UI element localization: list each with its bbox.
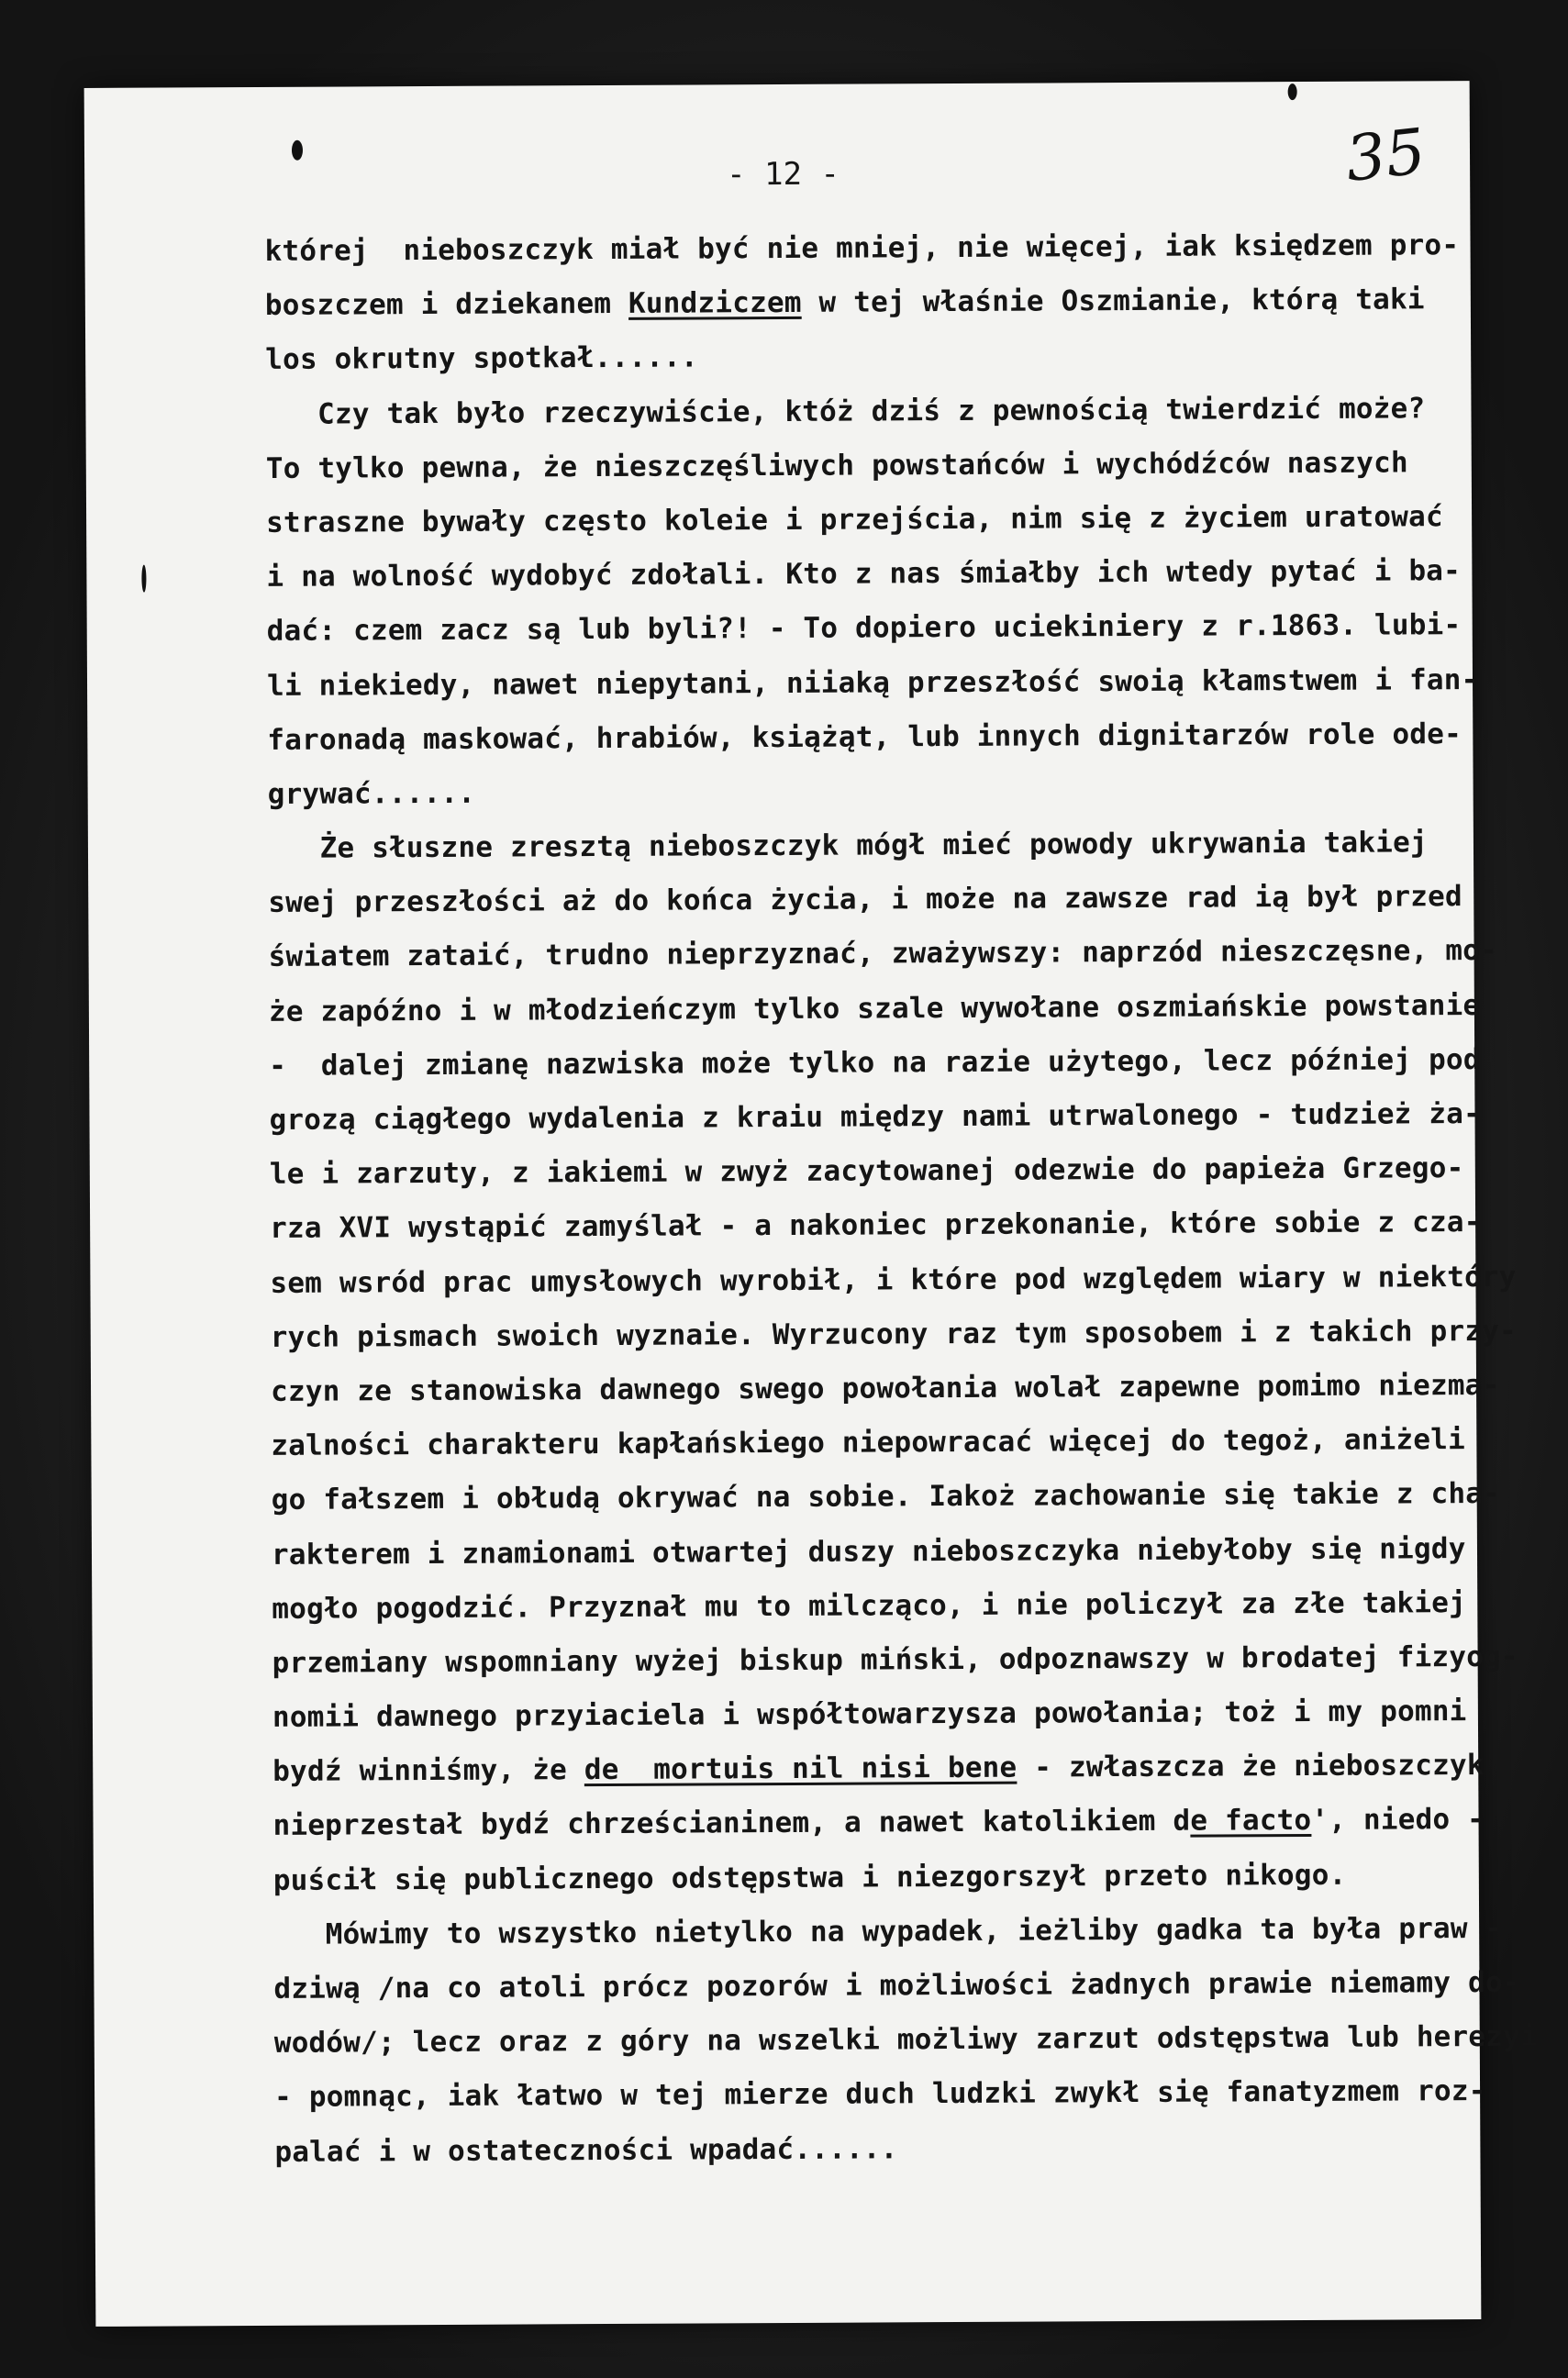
text-line: go fałszem i obłudą okrywać na sobie. Iakoż zachowanie się takie z cha-	[271, 1477, 1501, 1517]
text-line: rych pismach swoich wyznaie. Wyrzucony raz tym sposobem i z takich przy-	[270, 1314, 1518, 1354]
text-line: grywać......	[267, 776, 476, 811]
text-line: straszne bywały często koleie i przejścia, nim się z życiem uratować	[266, 500, 1443, 539]
text-line: - dalej zmianę nazwiska może tylko na razie użytego, lecz później pod	[269, 1042, 1481, 1083]
text-line: światem zataić, trudno nieprzyznać, zważywszy: naprzód nieszczęsne, mo-	[268, 934, 1497, 974]
underlined-de-facto: e facto	[1190, 1804, 1312, 1839]
text-line: wodów/; lecz oraz z góry na wszelki możliwy zarzut odstępstwa lub herezyi	[273, 2019, 1538, 2061]
page-number: - 12 -	[727, 155, 840, 194]
text-line: rakterem i znamionami otwartej duszy nieboszczyka niebyłoby się nigdy	[271, 1531, 1466, 1572]
text-line: bydź winniśmy, że de mortuis nil nisi bene - zwłaszcza że nieboszczyk	[272, 1749, 1485, 1789]
text-line: dać: czem zacz są lub byli?! - To dopiero uciekiniery z r.1863. lubi-	[266, 608, 1462, 649]
ink-speck	[141, 565, 146, 593]
text-line: - pomnąc, iak łatwo w tej mierze duch ludzki zwykł się fanatyzmem roz-	[273, 2074, 1486, 2115]
text-line: Mówimy to wszystko nietylko na wypadek, ieżliby gadka ta była praw -	[273, 1911, 1503, 1951]
underlined-latin-phrase: de mortuis nil nisi bene	[584, 1750, 1018, 1787]
text-line: palać i w ostateczności wpadać......	[274, 2131, 898, 2169]
text-line: faronadą maskować, hrabiów, książąt, lub innych dignitarzów role ode-	[267, 717, 1462, 757]
text-line: boszczem i dziekanem Kundziczem w tej właśnie Oszmianie, którą taki	[264, 283, 1425, 323]
text-line: grozą ciągłego wydalenia z kraiu między nami utrwalonego - tudzież ża-	[269, 1097, 1482, 1137]
text-line: czyn ze stanowiska dawnego swego powołania wolał zapewne pomimo niezma-	[270, 1368, 1500, 1408]
text-line: sem wsród prac umysłowych wyrobił, i które pod względem wiary w niektóry	[270, 1260, 1517, 1300]
body-text	[264, 218, 1559, 2180]
text-line: mogło pogodzić. Przyznał mu to milcząco, i nie policzył za złe takiej	[272, 1585, 1466, 1626]
document-page	[84, 81, 1538, 2327]
text-line: nomii dawnego przyiaciela i współtowarzysza powołania; toż i my pomni	[272, 1695, 1467, 1734]
text-line: Że słuszne zresztą nieboszczyk mógł mieć powody ukrywania takiej	[267, 826, 1428, 865]
ink-speck	[1288, 83, 1297, 100]
text-line: zalności charakteru kapłańskiego niepowracać więcej do tegoż, aniżeli	[271, 1423, 1466, 1463]
text-line: To tylko pewna, że nieszczęśliwych powstańców i wychódźców naszych	[265, 446, 1408, 485]
text-line: rza XVI wystąpić zamyślał - a nakoniec przekonanie, które sobie z cza-	[270, 1206, 1482, 1246]
text-line: przemiany wspomniany wyżej biskup miński, odpoznawszy w brodatej fizyog-	[272, 1639, 1518, 1680]
text-line: swej przeszłości aż do końca życia, i może na zawsze rad ią był przed	[268, 880, 1462, 920]
folio-number: 35	[1341, 116, 1429, 197]
text-line: której nieboszczyk miał być nie mniej, nie więcej, iak księdzem pro-	[264, 228, 1460, 268]
text-line: li niekiedy, nawet niepytani, niiaką przeszłość swoią kłamstwem i fan-	[266, 662, 1479, 703]
ink-speck	[292, 140, 303, 161]
underlined-name: Kundziczem	[628, 286, 802, 321]
text-line: Czy tak było rzeczywiście, któż dziś z pewnością twierdzić może?	[265, 391, 1426, 431]
text-line: dziwą /na co atoli prócz pozorów i możliwości żadnych prawie niemamy do-	[273, 1965, 1520, 2006]
text-line: i na wolność wydobyć zdołali. Kto z nas śmiałby ich wtedy pytać i ba-	[266, 554, 1462, 594]
text-line: los okrutny spotkał......	[265, 340, 698, 377]
text-line: le i zarzuty, z iakiemi w zwyż zacytowanej odezwie do papieża Grzego-	[269, 1151, 1464, 1192]
text-line: nieprzestał bydź chrześcianinem, a nawet katolikiem de facto', niedo -	[272, 1803, 1485, 1843]
text-line: że zapóźno i w młodzieńczym tylko szale wywołane oszmiańskie powstanie	[268, 988, 1481, 1028]
text-line: puścił się publicznego odstępstwa i niezgorszył przeto nikogo.	[272, 1858, 1347, 1897]
